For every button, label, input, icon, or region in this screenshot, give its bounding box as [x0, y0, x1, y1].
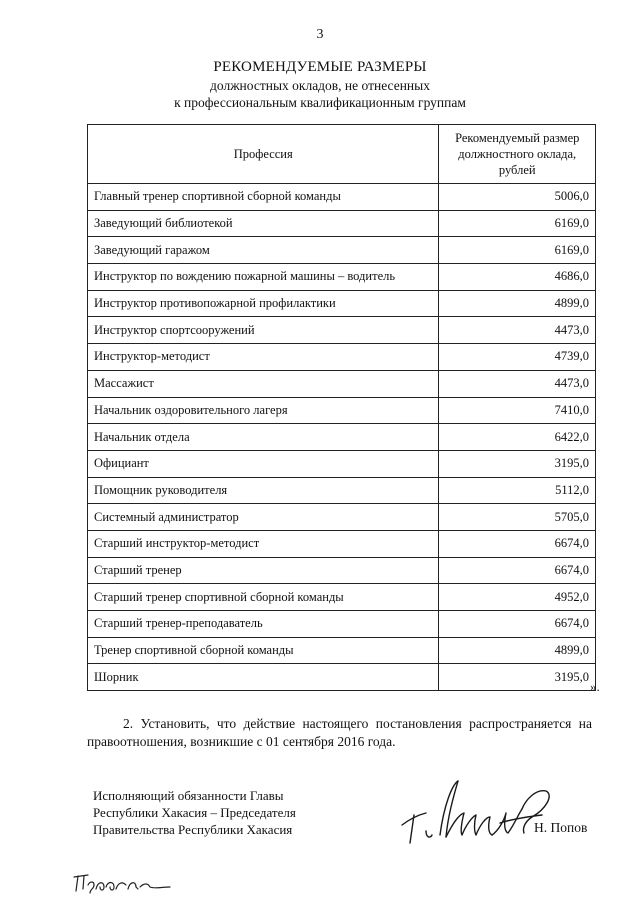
header-profession: Профессия	[88, 125, 439, 184]
closing-mark: ».	[590, 679, 600, 694]
profession-cell: Системный администратор	[88, 504, 439, 531]
salary-cell: 4686,0	[439, 264, 596, 291]
table-row	[88, 264, 596, 291]
salary-cell: 5705,0	[439, 504, 596, 531]
profession-cell: Шорник	[88, 664, 439, 691]
salary-cell: 4952,0	[439, 584, 596, 611]
header-salary-line-1: Рекомендуемый размер	[455, 131, 580, 145]
salary-cell: 4899,0	[439, 637, 596, 664]
profession-cell: Массажист	[88, 370, 439, 397]
header-salary-line-3: рублей	[498, 163, 536, 177]
table-row	[88, 370, 596, 397]
table-row	[88, 557, 596, 584]
table-row	[88, 450, 596, 477]
table-row	[88, 611, 596, 638]
handwritten-initials	[70, 867, 180, 897]
title-main: РЕКОМЕНДУЕМЫЕ РАЗМЕРЫ	[213, 59, 427, 75]
header-salary-line-2: должностного оклада,	[458, 147, 577, 161]
salary-cell: 5006,0	[439, 184, 596, 211]
salary-table-body	[88, 184, 596, 691]
profession-cell: Заведующий гаражом	[88, 237, 439, 264]
salary-cell: 3195,0	[439, 450, 596, 477]
profession-cell: Начальник оздоровительного лагеря	[88, 397, 439, 424]
table-row	[88, 397, 596, 424]
salary-cell: 4473,0	[439, 317, 596, 344]
salary-cell: 6422,0	[439, 424, 596, 451]
table-header-row	[88, 125, 596, 184]
title-subtitle-line-2: к профессиональным квалификационным группам	[174, 95, 466, 110]
table-row	[88, 184, 596, 211]
profession-cell: Заведующий библиотекой	[88, 210, 439, 237]
table-row	[88, 344, 596, 371]
signatory-name: Н. Попов	[534, 820, 588, 835]
table-row	[88, 584, 596, 611]
profession-cell: Инструктор-методист	[88, 344, 439, 371]
profession-cell: Старший тренер спортивной сборной команды	[88, 584, 439, 611]
salary-cell: 4739,0	[439, 344, 596, 371]
salary-cell: 4899,0	[439, 290, 596, 317]
salary-cell: 6169,0	[439, 210, 596, 237]
profession-cell: Старший тренер-преподаватель	[88, 611, 439, 638]
table-row	[88, 477, 596, 504]
table-row	[88, 210, 596, 237]
profession-cell: Тренер спортивной сборной команды	[88, 637, 439, 664]
header-salary	[439, 125, 596, 184]
salary-cell: 4473,0	[439, 370, 596, 397]
salary-cell: 6674,0	[439, 530, 596, 557]
handwritten-signature	[396, 775, 566, 850]
profession-cell: Помощник руководителя	[88, 477, 439, 504]
table-row	[88, 237, 596, 264]
table-row	[88, 637, 596, 664]
table-row	[88, 530, 596, 557]
profession-cell: Инструктор противопожарной профилактики	[88, 290, 439, 317]
paragraph-2: 2. Установить, что действие настоящего постановления распространяется на правоотношения, возникшие с 01 сентября 2016 года.	[87, 716, 592, 749]
document-title	[0, 58, 640, 111]
profession-cell: Начальник отдела	[88, 424, 439, 451]
table-row	[88, 290, 596, 317]
profession-cell: Старший инструктор-методист	[88, 530, 439, 557]
table-row	[88, 664, 596, 691]
signatory-title-line-2: Республики Хакасия – Председателя	[93, 805, 296, 820]
salary-cell: 3195,0	[439, 664, 596, 691]
page-number: 3	[316, 27, 324, 42]
table-row	[88, 504, 596, 531]
title-subtitle-line-1: должностных окладов, не отнесенных	[210, 78, 430, 93]
salary-cell: 6674,0	[439, 557, 596, 584]
salary-cell: 6674,0	[439, 611, 596, 638]
salary-cell: 6169,0	[439, 237, 596, 264]
salary-cell: 5112,0	[439, 477, 596, 504]
table-row	[88, 317, 596, 344]
salary-cell: 7410,0	[439, 397, 596, 424]
signatory-title-line-3: Правительства Республики Хакасия	[93, 822, 293, 837]
profession-cell: Инструктор по вождению пожарной машины – водитель	[88, 264, 439, 291]
table-row	[88, 424, 596, 451]
profession-cell: Старший тренер	[88, 557, 439, 584]
profession-cell: Официант	[88, 450, 439, 477]
profession-cell: Главный тренер спортивной сборной команды	[88, 184, 439, 211]
signature-block	[93, 787, 296, 838]
signatory-title-line-1: Исполняющий обязанности Главы	[93, 788, 284, 803]
profession-cell: Инструктор спортсооружений	[88, 317, 439, 344]
salary-table	[87, 124, 596, 691]
